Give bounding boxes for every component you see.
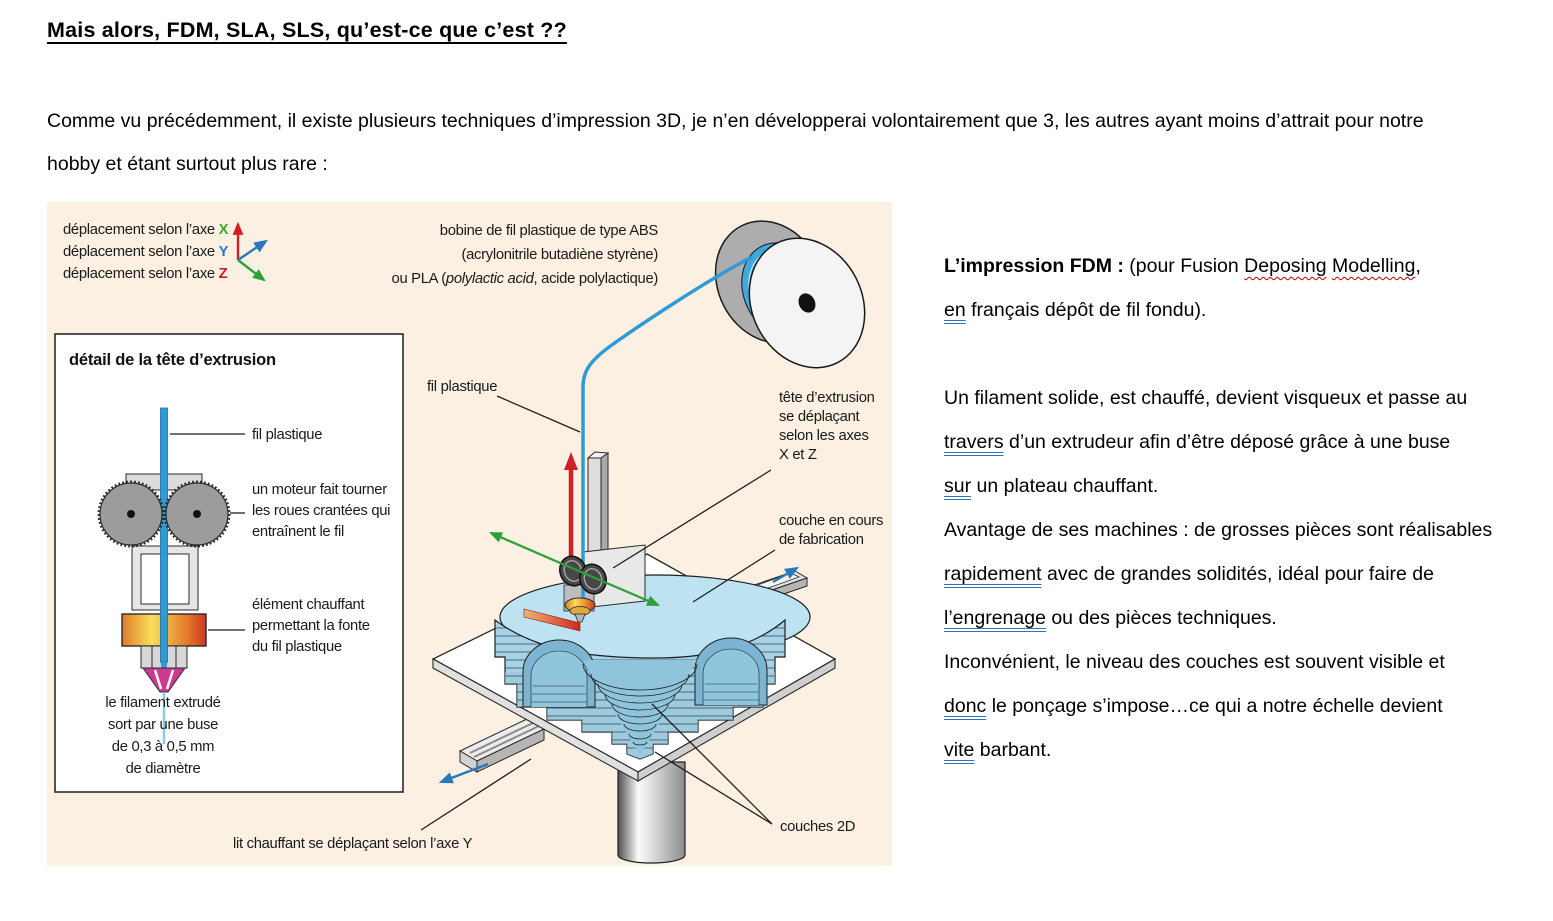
page-title: Mais alors, FDM, SLA, SLS, qu’est-ce que c’est ??	[47, 18, 567, 42]
filament-detail	[161, 408, 168, 662]
svg-text:permettant la fonte: permettant la fonte	[252, 618, 370, 634]
y-axis-arrow-left	[441, 764, 488, 782]
svg-text:se déplaçant: se déplaçant	[779, 409, 860, 425]
spool-caption-line3: ou PLA (polylactic acid, acide polylactique)	[391, 271, 658, 287]
fdm-diagram-panel	[47, 202, 892, 866]
fdm-text-line	[944, 288, 1544, 332]
svg-text:de diamètre: de diamètre	[125, 761, 201, 777]
svg-text:selon les axes: selon les axes	[779, 428, 869, 444]
spool-caption-line2: (acrylonitrile butadiène styrène)	[461, 247, 658, 263]
svg-text:élément chauffant: élément chauffant	[252, 597, 365, 613]
svg-text:X et Z: X et Z	[779, 447, 817, 463]
fdm-text-line	[944, 376, 1544, 420]
fdm-text-line	[944, 684, 1544, 728]
text-segment: l’engrenage	[944, 607, 1046, 629]
text-segment: Un filament solide, est chauffé, devient visqueux et passe au	[944, 387, 1468, 409]
text-segment: ou des pièces techniques.	[1045, 607, 1277, 629]
text-segment: d’un extrudeur afin d’être déposé grâce à une buse	[1003, 431, 1451, 453]
text-segment: avec de grandes solidités, idéal pour faire de	[1041, 563, 1434, 585]
label-fil-plastique: fil plastique	[427, 379, 498, 395]
text-segment: travers	[944, 431, 1004, 453]
fdm-text-column	[944, 244, 1544, 772]
legend-line-x: déplacement selon l’axe X	[63, 222, 229, 238]
text-segment: rapidement	[944, 563, 1042, 585]
fdm-text-line	[944, 508, 1544, 552]
text-segment: donc	[944, 695, 987, 717]
text-segment: Inconvénient, le niveau des couches est souvent visible et	[944, 651, 1445, 673]
svg-text:le filament extrudé: le filament extrudé	[105, 695, 221, 711]
text-segment: le ponçage s’impose…ce qui a notre échelle devient	[986, 695, 1443, 717]
text-segment: barbant.	[974, 739, 1052, 761]
intro-line-2: hobby et étant surtout plus rare :	[47, 153, 328, 175]
svg-text:entraînent le fil: entraînent le fil	[252, 524, 344, 540]
legend-line-z: déplacement selon l’axe Z	[63, 266, 228, 282]
callout-fil-plastique	[497, 396, 580, 432]
text-segment: en	[944, 299, 966, 321]
fdm-diagram	[47, 202, 892, 866]
arch-opening-right	[695, 638, 767, 705]
svg-text:sort par une buse: sort par une buse	[107, 717, 219, 733]
filament-spool	[695, 202, 886, 387]
arch-opening-left	[523, 640, 595, 707]
bed-rail-left	[460, 719, 544, 772]
fdm-text-line	[944, 332, 1544, 376]
fdm-text-line	[944, 640, 1544, 684]
text-segment: Modelling	[1331, 255, 1416, 277]
spool-caption-line1: bobine de fil plastique de type ABS	[439, 223, 658, 239]
text-segment: sur	[944, 475, 972, 497]
callout-tete	[613, 470, 771, 568]
label-tete-extrusion	[779, 390, 875, 463]
text-segment: Avantage de ses machines : de grosses pièces sont réalisables	[944, 519, 1493, 541]
svg-text:un moteur fait tourner: un moteur fait tourner	[252, 482, 387, 498]
svg-text:du fil plastique: du fil plastique	[252, 639, 342, 655]
text-segment: français dépôt de fil fondu).	[965, 299, 1207, 321]
svg-text:de 0,3 à 0,5 mm: de 0,3 à 0,5 mm	[111, 739, 215, 755]
axis-legend	[63, 222, 229, 282]
detail-label-fil: fil plastique	[252, 427, 323, 443]
fdm-text-line	[944, 552, 1544, 596]
axis-arrows-icon	[238, 224, 266, 280]
intro-paragraph	[47, 100, 1424, 186]
svg-text:les roues crantées qui: les roues crantées qui	[252, 503, 391, 519]
fdm-text-line	[944, 728, 1544, 772]
fdm-text-line	[944, 420, 1544, 464]
text-segment: un plateau chauffant.	[971, 475, 1159, 497]
extrusion-head-detail-box	[55, 334, 403, 792]
text-segment: vite	[944, 739, 975, 761]
bed-pedestal	[618, 762, 685, 863]
svg-text:tête d’extrusion: tête d’extrusion	[779, 390, 875, 406]
text-segment: Deposing	[1244, 255, 1327, 277]
spool-caption	[392, 223, 659, 287]
z-axis-arrow	[564, 452, 578, 572]
intro-line-1: Comme vu précédemment, il existe plusieurs techniques d’impression 3D, je n’en développerai volontairement que 3, les autres ayant moins d’attrait pour notre	[47, 110, 1424, 132]
fdm-text-line	[944, 244, 1544, 288]
fdm-text-line	[944, 596, 1544, 640]
svg-text:de fabrication: de fabrication	[779, 532, 864, 548]
text-segment: L’impression FDM :	[944, 255, 1130, 277]
text-segment: ,	[1415, 255, 1421, 277]
label-couches-2d: couches 2D	[780, 819, 856, 835]
label-couche-en-cours	[779, 513, 883, 548]
svg-text:couche en cours: couche en cours	[779, 513, 884, 529]
label-lit-chauffant: lit chauffant se déplaçant selon l’axe Y	[233, 836, 473, 852]
fdm-text-line	[944, 464, 1544, 508]
detail-box-title: détail de la tête d’extrusion	[69, 351, 276, 369]
legend-line-y: déplacement selon l’axe Y	[63, 244, 229, 260]
text-segment: (pour Fusion	[1129, 255, 1245, 277]
